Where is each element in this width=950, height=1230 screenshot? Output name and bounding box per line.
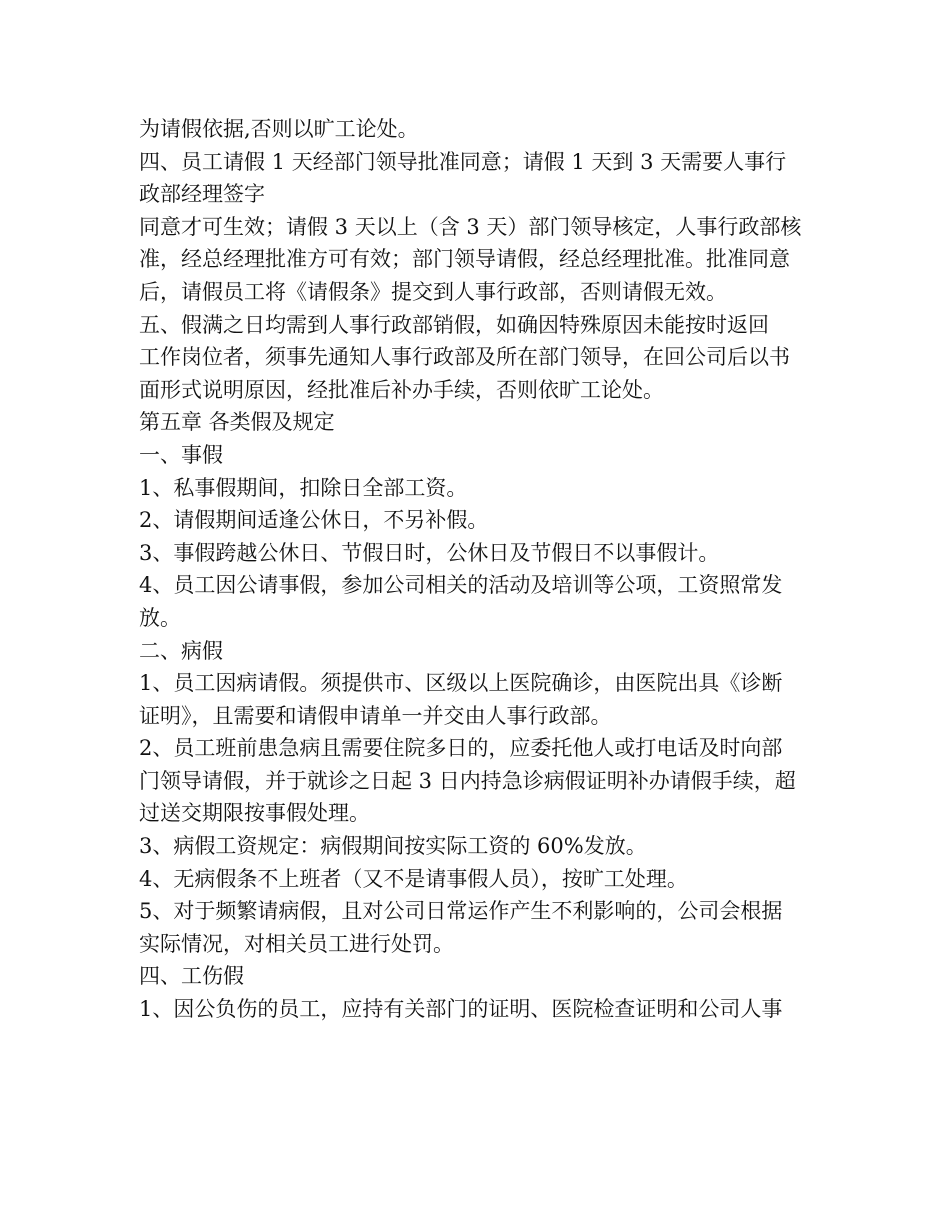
section-heading: 一、事假 <box>139 442 223 467</box>
text-line: 门领导请假，并于就诊之日起 3 日内持急诊病假证明补办请假手续，超 <box>139 768 796 793</box>
text-line: 为请假依据,否则以旷工论处。 <box>139 117 419 141</box>
text-line: 2、请假期间适逢公休日，不另补假。 <box>139 508 489 533</box>
text-line: 四、员工请假 1 天经部门领导批准同意；请假 1 天到 3 天需要人事行 <box>139 149 787 174</box>
section-heading: 二、病假 <box>139 638 223 663</box>
text-line: 1、私事假期间，扣除日全部工资。 <box>139 475 468 500</box>
text-line: 过送交期限按事假处理。 <box>139 801 370 826</box>
chapter-heading: 第五章 各类假及规定 <box>139 410 335 435</box>
text-line: 面形式说明原因，经批准后补办手续，否则依旷工论处。 <box>139 377 664 402</box>
text-line: 4、员工因公请事假，参加公司相关的活动及培训等公项，工资照常发 <box>139 573 783 598</box>
text-line: 政部经理签字 <box>139 182 265 207</box>
text-line: 准，经总经理批准方可有效；部门领导请假，经总经理批准。批准同意 <box>139 247 790 272</box>
text-line: 同意才可生效；请假 3 天以上（含 3 天）部门领导核定，人事行政部核 <box>139 214 802 239</box>
text-line: 3、事假跨越公休日、节假日时，公休日及节假日不以事假计。 <box>139 540 720 565</box>
text-line: 放。 <box>139 605 181 630</box>
text-line: 1、因公负伤的员工，应持有关部门的证明、医院检查证明和公司人事 <box>139 997 783 1022</box>
text-line: 1、员工因病请假。须提供市、区级以上医院确诊，由医院出具《诊断 <box>139 671 783 696</box>
text-line: 4、无病假条不上班者（又不是请事假人员），按旷工处理。 <box>139 866 688 891</box>
text-line: 2、员工班前患急病且需要住院多日的，应委托他人或打电话及时向部 <box>139 736 783 761</box>
text-line: 后，请假员工将《请假条》提交到人事行政部，否则请假无效。 <box>139 279 727 304</box>
text-line: 5、对于频繁请病假，且对公司日常运作产生不利影响的，公司会根据 <box>139 899 783 924</box>
text-line: 五、假满之日均需到人事行政部销假，如确因特殊原因未能按时返回 <box>139 312 769 337</box>
text-line: 3、病假工资规定：病假期间按实际工资的 60%发放。 <box>139 834 647 859</box>
text-line: 工作岗位者，须事先通知人事行政部及所在部门领导，在回公司后以书 <box>139 345 790 370</box>
section-heading: 四、工伤假 <box>139 964 244 989</box>
document-body <box>139 113 815 1026</box>
text-line: 实际情况，对相关员工进行处罚。 <box>139 931 454 956</box>
text-line: 证明》，且需要和请假申请单一并交由人事行政部。 <box>139 703 612 728</box>
